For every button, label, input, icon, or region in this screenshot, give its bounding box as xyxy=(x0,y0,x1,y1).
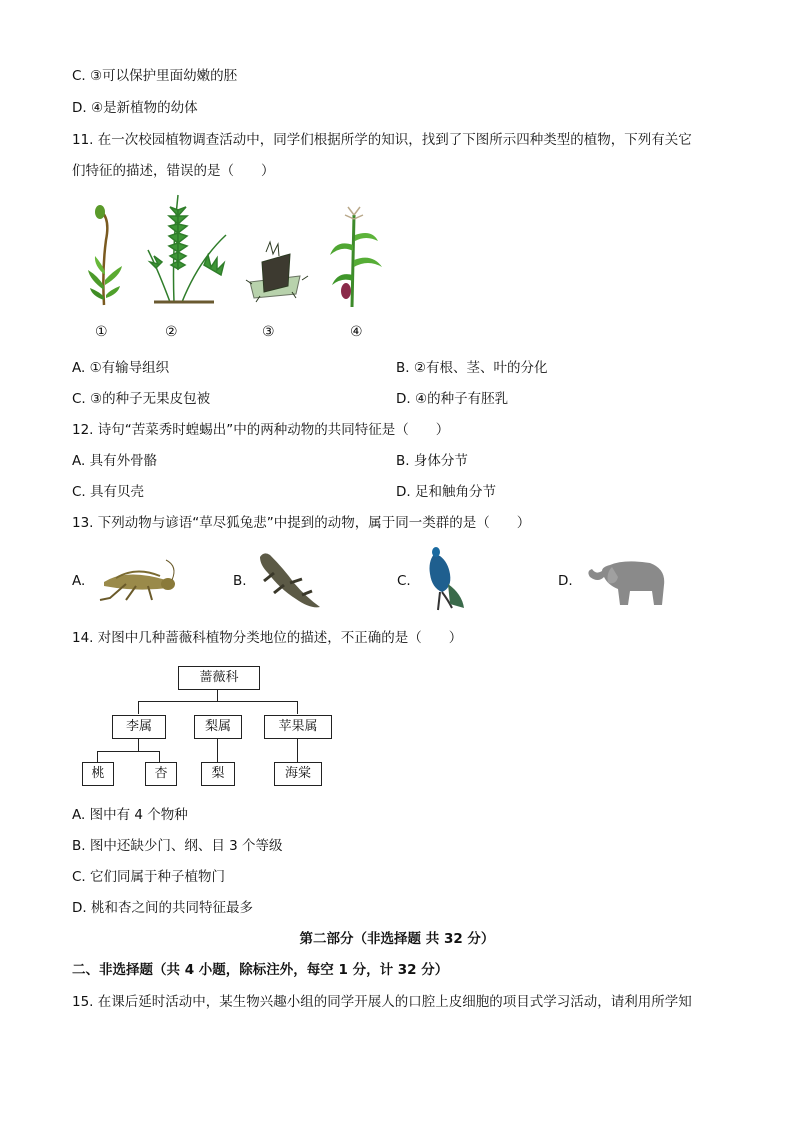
q10-option-c: C. ③可以保护里面幼嫩的胚 xyxy=(72,68,238,84)
q14-option-c: C. 它们同属于种子植物门 xyxy=(72,869,226,885)
q13-stem: 13. 下列动物与谚语“草尽狐兔悲”中提到的动物，属于同一类群的是（ ） xyxy=(72,515,531,531)
fern-plant-image xyxy=(144,190,234,310)
q11-stem-line2: 们特征的描述，错误的是（ ） xyxy=(72,163,275,179)
q14-option-b: B. 图中还缺少门、纲、目 3 个等级 xyxy=(72,838,283,854)
q12-option-b: B. 身体分节 xyxy=(396,453,468,469)
tree-connector xyxy=(297,739,298,762)
q14-option-d: D. 桃和杏之间的共同特征最多 xyxy=(72,900,253,916)
tree-connector xyxy=(97,751,98,762)
part2-title: 第二部分（非选择题 共 32 分） xyxy=(299,931,495,947)
q14-option-a: A. 图中有 4 个物种 xyxy=(72,807,188,823)
q11-option-c: C. ③的种子无果皮包被 xyxy=(72,391,211,407)
q12-option-d: D. 足和触角分节 xyxy=(396,484,496,500)
tree-connector xyxy=(138,701,298,702)
tree-genus-plum: 李属 xyxy=(112,715,166,739)
q13-option-a-label: A. xyxy=(72,573,86,589)
q12-option-c: C. 具有贝壳 xyxy=(72,484,145,500)
elephant-image xyxy=(584,555,670,609)
corn-plant-image xyxy=(328,205,384,309)
tree-connector xyxy=(138,739,139,751)
tree-genus-pear: 梨属 xyxy=(194,715,242,739)
tree-connector xyxy=(97,751,160,752)
q15-stem: 15. 在课后延时活动中，某生物兴趣小组的同学开展人的口腔上皮细胞的项目式学习活动，请利用所学知 xyxy=(72,994,692,1010)
q11-stem-line1: 11. 在一次校园植物调查活动中，同学们根据所学的知识，找到了下图所示四种类型的植物，下列有关它 xyxy=(72,132,692,148)
tree-species-apricot: 杏 xyxy=(145,762,177,786)
grasshopper-image xyxy=(96,558,180,604)
tree-family-node: 蔷薇科 xyxy=(178,666,260,690)
q13-option-d-label: D. xyxy=(558,573,573,589)
q12-option-a: A. 具有外骨骼 xyxy=(72,453,158,469)
tree-connector xyxy=(159,751,160,762)
figure-label-2: ② xyxy=(165,324,178,340)
q11-option-a: A. ①有输导组织 xyxy=(72,360,170,376)
gymnosperm-plant-image xyxy=(240,232,310,306)
peacock-image xyxy=(418,544,466,614)
tree-connector xyxy=(217,739,218,762)
section2-heading: 二、非选择题（共 4 小题，除标注外，每空 1 分，计 32 分） xyxy=(72,962,449,978)
tree-connector xyxy=(297,701,298,714)
tree-species-peach: 桃 xyxy=(82,762,114,786)
q11-option-d: D. ④的种子有胚乳 xyxy=(396,391,509,407)
figure-label-3: ③ xyxy=(262,324,275,340)
tree-connector xyxy=(217,690,218,701)
q12-stem: 12. 诗句“苦菜秀时蝗蜴出”中的两种动物的共同特征是（ ） xyxy=(72,422,450,438)
q10-option-d: D. ④是新植物的幼体 xyxy=(72,100,198,116)
crocodile-image xyxy=(250,549,324,615)
q14-stem: 14. 对图中几种蔷薇科植物分类地位的描述，不正确的是（ ） xyxy=(72,630,463,646)
moss-plant-image xyxy=(80,200,130,310)
q13-option-b-label: B. xyxy=(233,573,247,589)
figure-label-1: ① xyxy=(95,324,108,340)
q13-option-c-label: C. xyxy=(397,573,411,589)
figure-label-4: ④ xyxy=(350,324,363,340)
tree-connector xyxy=(138,701,139,714)
tree-genus-apple: 苹果属 xyxy=(264,715,332,739)
tree-species-pear: 梨 xyxy=(201,762,235,786)
q11-option-b: B. ②有根、茎、叶的分化 xyxy=(396,360,548,376)
tree-species-crabapple: 海棠 xyxy=(274,762,322,786)
